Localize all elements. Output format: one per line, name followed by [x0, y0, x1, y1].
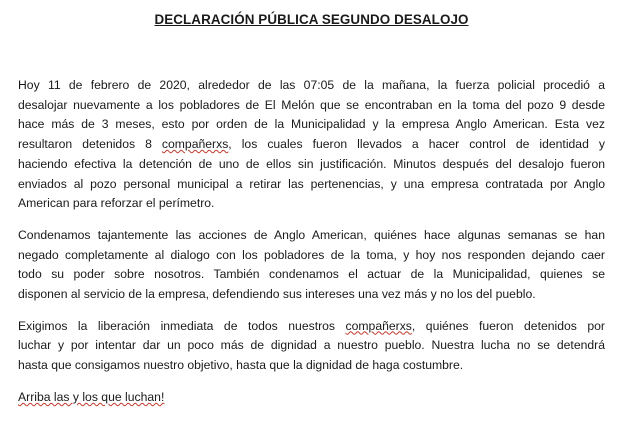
paragraph-1-line: enviados al pozo personal municipal a retirar las pertenencias, y una empresa contratada por Anglo	[18, 176, 605, 191]
paragraph-2-line: disponen al servicio de la empresa, defendiendo sus intereses una vez más y no los del pueblo.	[18, 287, 536, 302]
paragraph-2-line: Condenamos tajantemente las acciones de Anglo American, quiénes hace algunas semanas se han	[18, 227, 605, 242]
paragraph-1-line: haciendo efectiva la detención de uno de ellos sin justificación. Minutos después del desalojo fueron	[18, 156, 605, 171]
misspelled-word: compañerxs	[161, 137, 229, 152]
paragraph-3-line: luchar y por intentar dar un poco más de dignidad a nuestro pueblo. Nuestra lucha no se detendrá	[18, 338, 605, 353]
paragraph-1-line: American para reforzar el perímetro.	[18, 196, 215, 211]
paragraph-3	[18, 317, 605, 376]
paragraph-1-line: desalojar nuevamente a los pobladores de El Melón que se encontraban en la toma del pozo 9 desde	[18, 97, 605, 112]
paragraph-1	[18, 76, 605, 214]
paragraph-2-line: todo su poder sobre nosotros. También condenamos el actuar de la Municipalidad, quienes se	[18, 267, 605, 282]
paragraph-1-line: Hoy 11 de febrero de 2020, alrededor de las 07:05 de la mañana, la fuerza policial procedió a	[18, 78, 605, 92]
document-title: DECLARACIÓN PÚBLICA SEGUNDO DESALOJO	[154, 12, 469, 27]
text-run: , los cuales fueron llevados a hacer control de identidad y	[228, 137, 605, 152]
closing-text: Arriba las y los que luchan!	[18, 389, 165, 404]
paragraph-1-line	[18, 135, 605, 155]
text-run: resultaron detenidos 8	[18, 137, 162, 152]
closing-line	[18, 388, 605, 408]
text-run: , quiénes fueron detenidos por	[411, 318, 605, 333]
text-run: Exigimos la liberación inmediata de todos nuestros	[18, 318, 346, 333]
paragraph-2-line: negado completamente al dialogo con los pobladores de la toma, y hoy nos responden dejando caer	[18, 247, 605, 262]
misspelled-word: compañerxs	[345, 318, 412, 333]
paragraph-3-line	[18, 317, 605, 337]
paragraph-3-line: hasta que consigamos nuestro objetivo, hasta que la dignidad de haga costumbre.	[18, 358, 464, 373]
paragraph-1-line: hace más de 3 meses, esto por orden de la Municipalidad y la empresa Anglo American. Esta vez	[18, 117, 605, 132]
paragraph-2	[18, 226, 605, 305]
